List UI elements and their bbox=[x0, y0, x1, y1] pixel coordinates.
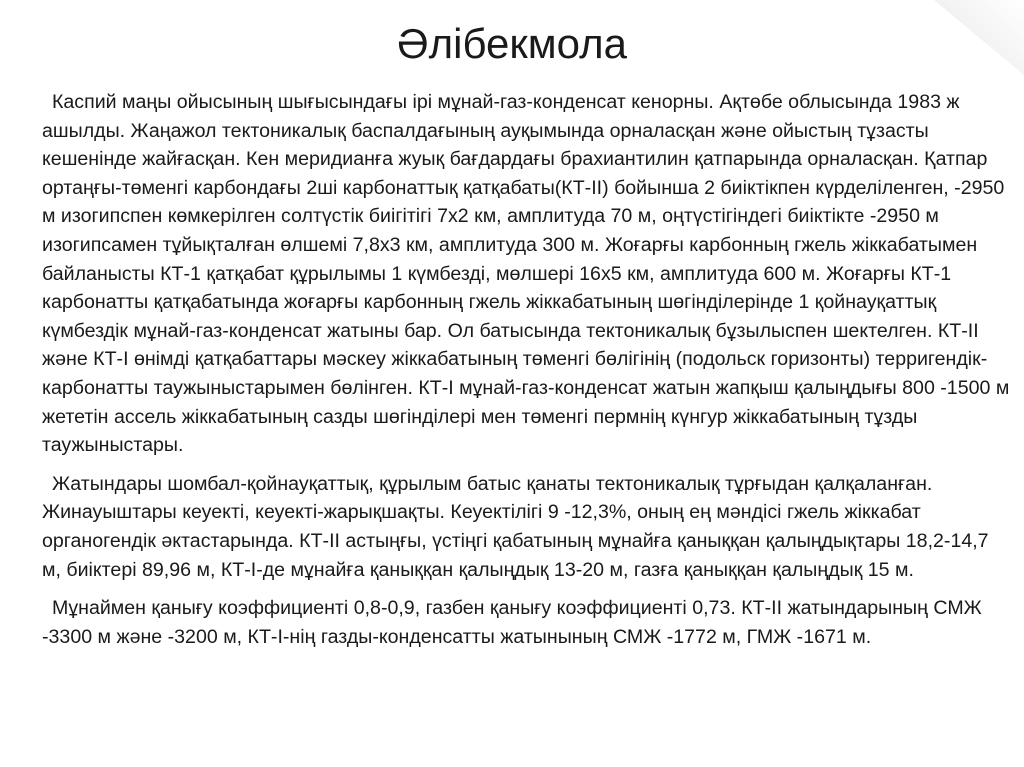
paragraph-3: Мұнаймен қанығу коэффициенті 0,8-0,9, газбен қанығу коэффициенті 0,73. КТ-ІІ жатындарының СМЖ -3300 м және -3200 м, КТ-І-нің газды-конденсатты жатынының СМЖ -1772 м, ГМЖ -1671 м. bbox=[42, 597, 982, 648]
paragraph-2: Жатындары шомбал-қойнауқаттық, құрылым батыс қанаты тектоникалық тұрғыдан қалқаланған. Жинауыштары кеуекті, кеуекті-жарықшақты. Кеуектілігі 9 -12,3%, оның ең мәндісі гжель жіккабат органогендік әктастарында. КТ-ІІ астыңғы, үстіңгі қабатының мұнайға қаныққан қалыңдықтары 18,2-14,7 м, биіктері 89,96 м, КТ-І-де мұнайға қаныққан қалыңдық 13-20 м, газға қаныққан қалыңдық 15 м. bbox=[42, 472, 989, 581]
paragraph-1: Каспий маңы ойысының шығысындағы ірі мұнай-газ-конденсат кенорны. Ақтөбе облысында 1983 ж ашылды. Жаңажол тектоникалық баспалдағының ауқымында орналасқан және ойыстың тұзасты кешенінде жайғасқан. Кен меридианға жуық бағдардағы брахиантилин қатпарында орналасқан. Қатпар ортаңғы-төменгі карбондағы 2ші карбонаттық қатқабаты(КТ-ІІ) бойынша 2 биіктікпен күрделіленген, -2950 м изогипспен көмкерілген солтүстік биігітігі 7х2 км, амплитуда 70 м, оңтүстігіндегі биіктікте -2950 м изогипсамен тұйықталған өлшемі 7,8х3 км, амплитуда 300 м. Жоғарғы карбонның гжель жіккабатымен байланысты КТ-1 қатқабат құрылымы 1 күмбезді, мөлшері 16х5 км, амплитуда 600 м. Жоғарғы КТ-1 карбонатты қатқабатында жоғарғы карбонның гжель жіккабатының шөгінділерінде 1 қойнауқаттық күмбездік мұнай-газ-конденсат жатыны бар. Ол батысында тектоникалық бұзылыспен шектелген. КТ-ІІ және КТ-І өнімді қатқабаттары мәскеу жіккабатының төменгі бөлігінің (подольск горизонты) терригендік-карбонатты таужыныстарымен бөлінген. КТ-І мұнай-газ-конденсат жатын жапқыш қалыңдығы 800 -1500 м жететін ассель жіккабатының сазды шөгінділері мен төменгі пермнің күнгур жіккабатының тұзды таужыныстары. bbox=[42, 91, 1010, 457]
slide-title: Әлібекмола bbox=[397, 20, 627, 67]
slide-body bbox=[42, 88, 1010, 661]
